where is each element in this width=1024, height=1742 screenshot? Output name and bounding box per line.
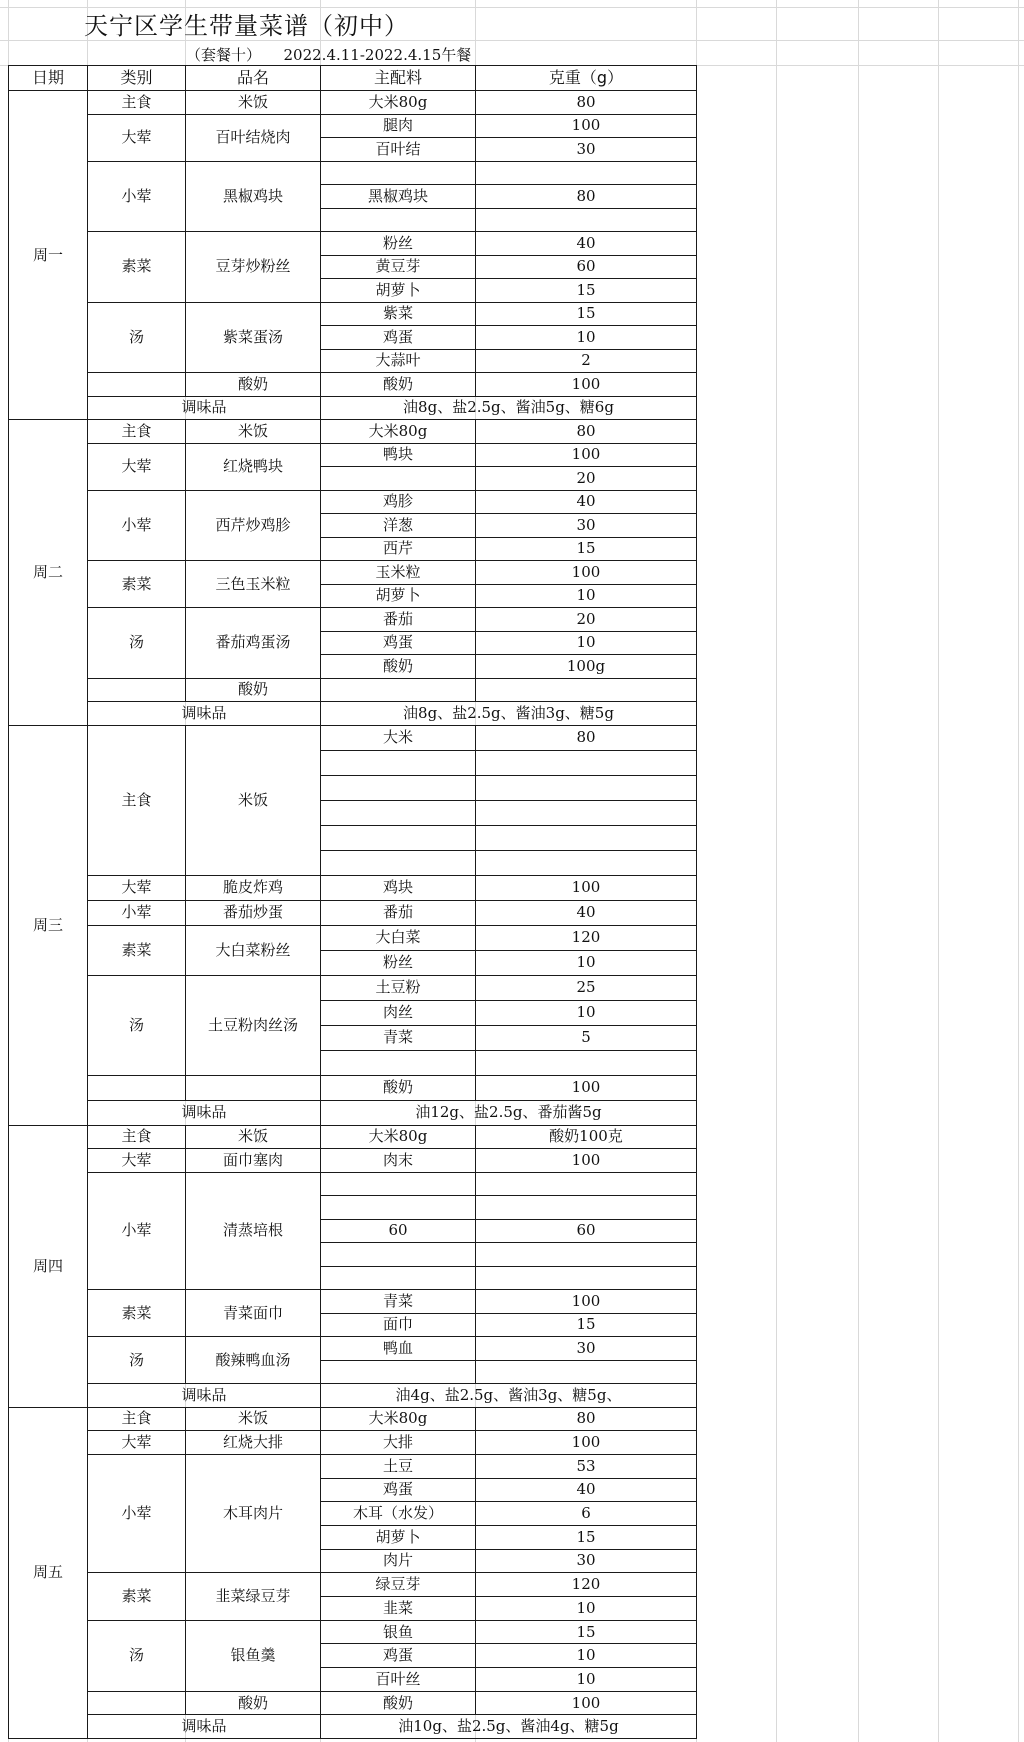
table-row (9, 1337, 697, 1361)
weight-cell: 10 (476, 950, 697, 975)
table-row (9, 1290, 697, 1314)
dish-cell: 酸奶 (186, 373, 321, 397)
table-row (9, 161, 697, 185)
weight-cell: 80 (476, 420, 697, 444)
ingredient-cell: 胡萝卜 (321, 279, 476, 303)
ingredient-cell: 大米80g (321, 1407, 476, 1431)
weight-cell: 10 (476, 584, 697, 608)
category-cell: 主食 (88, 91, 186, 115)
weight-cell: 40 (476, 1478, 697, 1502)
weight-cell: 10 (476, 1597, 697, 1621)
ingredient-cell: 大蒜叶 (321, 349, 476, 373)
weight-cell: 酸奶100克 (476, 1125, 697, 1149)
ingredient-cell: 腿肉 (321, 114, 476, 138)
ingredient-cell: 鸡蛋 (321, 1644, 476, 1668)
ingredient-cell: 粉丝 (321, 950, 476, 975)
day-cell: 周二 (9, 420, 88, 726)
weight-cell: 15 (476, 302, 697, 326)
ingredient-cell: 西芹 (321, 537, 476, 561)
gridline (938, 0, 939, 1742)
table-row (9, 608, 697, 632)
seasoning-value: 油4g、盐2.5g、酱油3g、糖5g、 (321, 1384, 697, 1408)
dish-cell: 酸奶 (186, 1691, 321, 1715)
weight-cell: 80 (476, 91, 697, 115)
seasoning-value: 油12g、盐2.5g、番茄酱5g (321, 1100, 697, 1125)
seasoning-label: 调味品 (88, 396, 321, 420)
weight-cell (476, 1360, 697, 1384)
ingredient-cell (321, 1196, 476, 1220)
weight-cell: 40 (476, 232, 697, 256)
category-cell: 汤 (88, 1620, 186, 1691)
table-row (9, 1075, 697, 1100)
ingredient-cell (321, 1360, 476, 1384)
table-row (9, 1431, 697, 1455)
ingredient-cell: 番茄 (321, 900, 476, 925)
ingredient-cell: 土豆粉 (321, 975, 476, 1000)
ingredient-cell (321, 800, 476, 825)
ingredient-cell: 青菜 (321, 1290, 476, 1314)
weight-cell (476, 1172, 697, 1196)
ingredient-cell (321, 1266, 476, 1290)
ingredient-cell: 黄豆芽 (321, 255, 476, 279)
table-row (9, 490, 697, 514)
weight-cell: 2 (476, 349, 697, 373)
gridline (776, 0, 777, 1742)
ingredient-cell: 酸奶 (321, 373, 476, 397)
ingredient-cell: 胡萝卜 (321, 584, 476, 608)
weight-cell: 80 (476, 1407, 697, 1431)
weight-cell: 40 (476, 900, 697, 925)
seasoning-label: 调味品 (88, 1384, 321, 1408)
weight-cell: 15 (476, 1620, 697, 1644)
weight-cell (476, 1266, 697, 1290)
dish-cell: 大白菜粉丝 (186, 925, 321, 975)
weight-cell: 100 (476, 1149, 697, 1173)
dish-cell: 韭菜绿豆芽 (186, 1573, 321, 1620)
ingredient-cell: 酸奶 (321, 1691, 476, 1715)
ingredient-cell: 黑椒鸡块 (321, 185, 476, 209)
weight-cell (476, 775, 697, 800)
day-cell: 周四 (9, 1125, 88, 1407)
weight-cell: 100 (476, 1075, 697, 1100)
weight-cell (476, 850, 697, 875)
table-row (9, 302, 697, 326)
page-title: 天宁区学生带量菜谱（初中） (84, 12, 409, 40)
ingredient-cell: 鸡蛋 (321, 631, 476, 655)
weight-cell (476, 1243, 697, 1267)
ingredient-cell: 粉丝 (321, 232, 476, 256)
dish-cell: 番茄鸡蛋汤 (186, 608, 321, 679)
ingredient-cell: 鸭块 (321, 443, 476, 467)
dish-cell: 番茄炒蛋 (186, 900, 321, 925)
table-row (9, 1384, 697, 1408)
gridline (858, 0, 859, 1742)
table-row (9, 1620, 697, 1644)
table-row (9, 1149, 697, 1173)
header-date: 日期 (9, 66, 88, 91)
header-row (9, 66, 697, 91)
ingredient-cell: 百叶结 (321, 138, 476, 162)
table-row (9, 1100, 697, 1125)
dish-cell: 三色玉米粒 (186, 561, 321, 608)
weight-cell: 10 (476, 1644, 697, 1668)
dish-cell: 红烧鸭块 (186, 443, 321, 490)
weight-cell: 15 (476, 279, 697, 303)
category-cell: 大荤 (88, 1149, 186, 1173)
ingredient-cell: 青菜 (321, 1025, 476, 1050)
header-ingredient: 主配料 (321, 66, 476, 91)
seasoning-label: 调味品 (88, 1715, 321, 1739)
table-row (9, 91, 697, 115)
weight-cell (476, 750, 697, 775)
dish-cell: 米饭 (186, 1125, 321, 1149)
ingredient-cell: 酸奶 (321, 655, 476, 679)
weight-cell: 20 (476, 608, 697, 632)
weight-cell: 100g (476, 655, 697, 679)
weight-cell: 100 (476, 114, 697, 138)
weight-cell: 30 (476, 514, 697, 538)
weight-cell: 40 (476, 490, 697, 514)
ingredient-cell: 鸡蛋 (321, 326, 476, 350)
weight-cell: 10 (476, 326, 697, 350)
dish-cell: 百叶结烧肉 (186, 114, 321, 161)
weight-cell: 53 (476, 1454, 697, 1478)
weight-cell: 120 (476, 925, 697, 950)
weight-cell: 60 (476, 255, 697, 279)
weight-cell: 100 (476, 561, 697, 585)
category-cell: 素菜 (88, 1573, 186, 1620)
category-cell (88, 1691, 186, 1715)
weight-cell (476, 1196, 697, 1220)
header-category: 类别 (88, 66, 186, 91)
dish-cell: 红烧大排 (186, 1431, 321, 1455)
table-row (9, 373, 697, 397)
seasoning-value: 油8g、盐2.5g、酱油5g、糖6g (321, 396, 697, 420)
ingredient-cell: 鸡蛋 (321, 1478, 476, 1502)
ingredient-cell (321, 1243, 476, 1267)
weight-cell (476, 678, 697, 702)
ingredient-cell: 银鱼 (321, 1620, 476, 1644)
weight-cell: 25 (476, 975, 697, 1000)
weight-cell: 60 (476, 1219, 697, 1243)
dish-cell: 土豆粉肉丝汤 (186, 975, 321, 1075)
ingredient-cell (321, 161, 476, 185)
ingredient-cell: 大米80g (321, 420, 476, 444)
weight-cell: 5 (476, 1025, 697, 1050)
seasoning-label: 调味品 (88, 1100, 321, 1125)
category-cell: 主食 (88, 1407, 186, 1431)
gridline (1018, 0, 1019, 1742)
header-weight: 克重（g） (476, 66, 697, 91)
weight-cell: 100 (476, 1691, 697, 1715)
table-row (9, 702, 697, 726)
ingredient-cell: 肉片 (321, 1549, 476, 1573)
table-row (9, 900, 697, 925)
weight-cell: 80 (476, 725, 697, 750)
weight-cell: 15 (476, 1525, 697, 1549)
table-row (9, 443, 697, 467)
table-row (9, 232, 697, 256)
ingredient-cell: 大排 (321, 1431, 476, 1455)
category-cell (88, 678, 186, 702)
table-row (9, 561, 697, 585)
ingredient-cell (321, 1172, 476, 1196)
dish-cell: 银鱼羹 (186, 1620, 321, 1691)
weight-cell (476, 161, 697, 185)
category-cell: 汤 (88, 608, 186, 679)
ingredient-cell: 大米80g (321, 1125, 476, 1149)
category-cell: 大荤 (88, 443, 186, 490)
table-row (9, 420, 697, 444)
category-cell: 大荤 (88, 114, 186, 161)
table-row (9, 396, 697, 420)
weight-cell: 20 (476, 467, 697, 491)
ingredient-cell (321, 750, 476, 775)
table-row (9, 1573, 697, 1597)
ingredient-cell: 大白菜 (321, 925, 476, 950)
ingredient-cell: 鸭血 (321, 1337, 476, 1361)
table-row (9, 1172, 697, 1196)
ingredient-cell: 韭菜 (321, 1597, 476, 1621)
ingredient-cell: 酸奶 (321, 1075, 476, 1100)
category-cell: 小荤 (88, 490, 186, 561)
category-cell: 大荤 (88, 875, 186, 900)
weight-cell: 100 (476, 443, 697, 467)
dish-cell: 黑椒鸡块 (186, 161, 321, 232)
category-cell: 小荤 (88, 1454, 186, 1572)
ingredient-cell: 肉末 (321, 1149, 476, 1173)
ingredient-cell: 鸡胗 (321, 490, 476, 514)
ingredient-cell: 大米 (321, 725, 476, 750)
category-cell: 汤 (88, 302, 186, 373)
ingredient-cell (321, 208, 476, 232)
ingredient-cell: 百叶丝 (321, 1668, 476, 1692)
category-cell: 素菜 (88, 925, 186, 975)
table-row (9, 1691, 697, 1715)
table-row (9, 114, 697, 138)
category-cell: 小荤 (88, 900, 186, 925)
ingredient-cell: 面巾 (321, 1313, 476, 1337)
ingredient-cell: 绿豆芽 (321, 1573, 476, 1597)
ingredient-cell (321, 467, 476, 491)
ingredient-cell: 紫菜 (321, 302, 476, 326)
dish-cell: 米饭 (186, 1407, 321, 1431)
table-row (9, 1125, 697, 1149)
ingredient-cell (321, 1050, 476, 1075)
seasoning-value: 油8g、盐2.5g、酱油3g、糖5g (321, 702, 697, 726)
seasoning-label: 调味品 (88, 702, 321, 726)
table-row (9, 875, 697, 900)
dish-cell: 脆皮炸鸡 (186, 875, 321, 900)
day-cell: 周三 (9, 725, 88, 1125)
weight-cell: 100 (476, 1290, 697, 1314)
table-row (9, 725, 697, 750)
category-cell: 小荤 (88, 161, 186, 232)
weight-cell (476, 208, 697, 232)
dish-cell: 米饭 (186, 91, 321, 115)
category-cell: 素菜 (88, 561, 186, 608)
weight-cell: 10 (476, 631, 697, 655)
dish-cell: 豆芽炒粉丝 (186, 232, 321, 303)
ingredient-cell: 胡萝卜 (321, 1525, 476, 1549)
weight-cell: 6 (476, 1502, 697, 1526)
dish-cell (186, 1075, 321, 1100)
seasoning-value: 油10g、盐2.5g、酱油4g、糖5g (321, 1715, 697, 1739)
day-cell: 周一 (9, 91, 88, 420)
dish-cell: 青菜面巾 (186, 1290, 321, 1337)
weight-cell: 120 (476, 1573, 697, 1597)
weight-cell: 10 (476, 1000, 697, 1025)
weight-cell: 15 (476, 1313, 697, 1337)
category-cell: 汤 (88, 975, 186, 1075)
ingredient-cell: 木耳（水发） (321, 1502, 476, 1526)
menu-table (8, 65, 697, 1739)
weight-cell (476, 825, 697, 850)
ingredient-cell (321, 825, 476, 850)
category-cell: 大荤 (88, 1431, 186, 1455)
dish-cell: 清蒸培根 (186, 1172, 321, 1290)
table-row (9, 975, 697, 1000)
dish-cell: 紫菜蛋汤 (186, 302, 321, 373)
ingredient-cell: 肉丝 (321, 1000, 476, 1025)
dish-cell: 米饭 (186, 725, 321, 875)
header-dish: 品名 (186, 66, 321, 91)
dish-cell: 木耳肉片 (186, 1454, 321, 1572)
ingredient-cell (321, 775, 476, 800)
category-cell: 主食 (88, 1125, 186, 1149)
weight-cell (476, 800, 697, 825)
weight-cell: 10 (476, 1668, 697, 1692)
category-cell: 小荤 (88, 1172, 186, 1290)
weight-cell: 30 (476, 1337, 697, 1361)
table-row (9, 1407, 697, 1431)
ingredient-cell: 土豆 (321, 1454, 476, 1478)
dish-cell: 酸辣鸭血汤 (186, 1337, 321, 1384)
dish-cell: 面巾塞肉 (186, 1149, 321, 1173)
weight-cell (476, 1050, 697, 1075)
ingredient-cell: 玉米粒 (321, 561, 476, 585)
category-cell: 主食 (88, 725, 186, 875)
ingredient-cell: 60 (321, 1219, 476, 1243)
weight-cell: 100 (476, 1431, 697, 1455)
table-row (9, 1454, 697, 1478)
ingredient-cell (321, 850, 476, 875)
weight-cell: 30 (476, 1549, 697, 1573)
table-row (9, 678, 697, 702)
table-row (9, 925, 697, 950)
weight-cell: 15 (476, 537, 697, 561)
dish-cell: 酸奶 (186, 678, 321, 702)
dish-cell: 米饭 (186, 420, 321, 444)
category-cell (88, 373, 186, 397)
dish-cell: 西芹炒鸡胗 (186, 490, 321, 561)
weight-cell: 100 (476, 373, 697, 397)
weight-cell: 30 (476, 138, 697, 162)
ingredient-cell (321, 678, 476, 702)
category-cell: 主食 (88, 420, 186, 444)
category-cell: 素菜 (88, 232, 186, 303)
weight-cell: 80 (476, 185, 697, 209)
ingredient-cell: 大米80g (321, 91, 476, 115)
ingredient-cell: 洋葱 (321, 514, 476, 538)
ingredient-cell: 鸡块 (321, 875, 476, 900)
day-cell: 周五 (9, 1407, 88, 1739)
ingredient-cell: 番茄 (321, 608, 476, 632)
category-cell (88, 1075, 186, 1100)
table-row (9, 1715, 697, 1739)
category-cell: 汤 (88, 1337, 186, 1384)
category-cell: 素菜 (88, 1290, 186, 1337)
weight-cell: 100 (476, 875, 697, 900)
menu-subtitle: （套餐十） 2022.4.11-2022.4.15午餐 (186, 46, 472, 64)
